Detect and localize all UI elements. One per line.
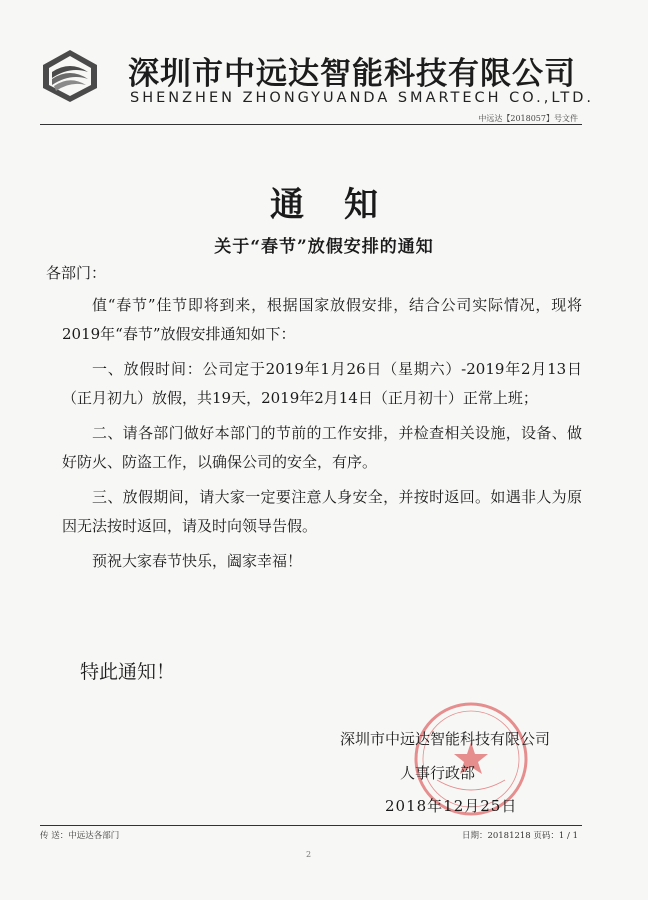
notice-title: 通知 (270, 185, 418, 225)
closing-remark: 特此通知！ (80, 661, 176, 683)
paragraph-greeting: 预祝大家春节快乐，阖家幸福！ (92, 552, 303, 570)
signature-company: 深圳市中远达智能科技有限公司 (340, 730, 551, 748)
page-mark: 2 (306, 850, 312, 859)
intro-paragraph: 值“春节”佳节即将到来，根据国家放假安排，结合公司实际情况，现将2019年“春节”放假安排通知如下： (62, 296, 582, 343)
company-name-cn: 深圳市中远达智能科技有限公司 (128, 56, 576, 92)
footer-recipients: 传 送：中远达各部门 (40, 831, 120, 841)
footer-date-page: 日期：20181218 页码：1 / 1 (461, 831, 578, 841)
paragraph-safety: 三、放假期间，请大家一定要注意人身安全，并按时返回。如遇非人为原因无法按时返回，请及时向领导告假。 (62, 488, 582, 535)
company-name-en: SHENZHEN ZHONGYUANDA SMARTECH CO.,LTD. (130, 90, 595, 106)
company-logo (40, 48, 100, 104)
notice-subtitle: 关于“春节”放假安排的通知 (214, 237, 434, 257)
paragraph-holiday-time: 一、放假时间：公司定于2019年1月26日（星期六）-2019年2月13日（正月初九）放假，共19天，2019年2月14日（正月初十）正常上班； (62, 360, 582, 407)
footer-divider (40, 825, 582, 826)
signature-department: 人事行政部 (400, 764, 476, 782)
header-divider (40, 124, 582, 125)
salutation: 各部门： (46, 264, 107, 282)
paragraph-work-arrangement: 二、请各部门做好本部门的节前的工作安排，并检查相关设施，设备、做好防火、防盗工作，以确保公司的安全，有序。 (62, 424, 582, 471)
signature-date: 2018年12月25日 (385, 797, 518, 815)
notice-body (62, 291, 582, 576)
document-number: 中远达【2018057】号文件 (478, 114, 578, 123)
